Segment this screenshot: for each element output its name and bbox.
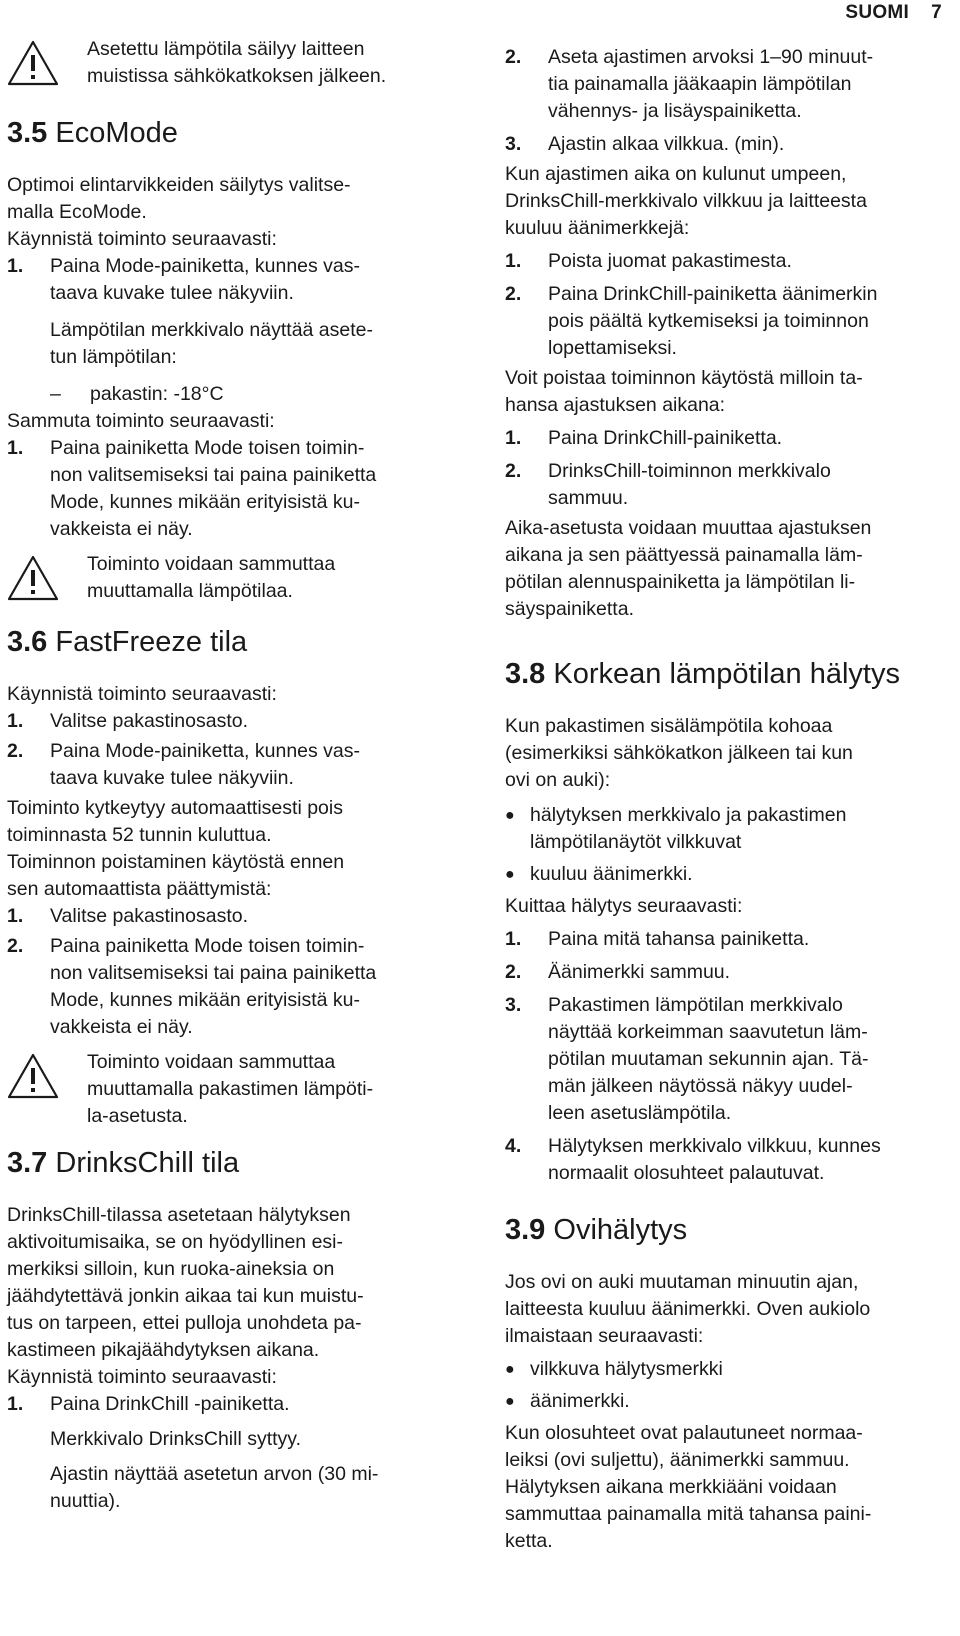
warning-icon bbox=[7, 36, 67, 90]
paragraph: Voit poistaa toiminnon käytöstä milloin ta- hansa ajastuksen aikana: bbox=[505, 367, 863, 416]
warning-note: Toiminto voidaan sammuttaa muuttamalla pakastimen lämpöti- la-asetusta. bbox=[7, 1049, 457, 1130]
bullet-item: ● hälytyksen merkkivalo ja pakastimen lämpötilanäytöt vilkkuvat bbox=[505, 804, 847, 853]
bullet-icon: ● bbox=[505, 1361, 515, 1378]
list-item: 1. Poista juomat pakastimesta. bbox=[505, 250, 792, 272]
language-label: SUOMI bbox=[845, 2, 910, 23]
paragraph: Kuittaa hälytys seuraavasti: bbox=[505, 895, 743, 917]
bullet-item: ● äänimerkki. bbox=[505, 1388, 955, 1415]
left-column bbox=[7, 36, 457, 1515]
list-item: 2. Äänimerkki sammuu. bbox=[505, 961, 731, 983]
list-item: 2. DrinksChill-toiminnon merkkivalo sammuu. bbox=[505, 460, 831, 509]
paragraph: Käynnistä toiminto seuraavasti: bbox=[7, 1366, 277, 1388]
section-heading-ecomode: 3.5 EcoMode bbox=[7, 117, 178, 149]
paragraph: Jos ovi on auki muutaman minuutin ajan, laitteesta kuuluu äänimerkki. Oven aukiolo ilmaistaan seuraavasti: bbox=[505, 1271, 871, 1347]
list-item: 2. Paina painiketta Mode toisen toimin- non valitsemiseksi tai paina painiketta Mode, kunnes mikään erityisistä ku- vakkeista ei näy. bbox=[7, 935, 377, 1038]
paragraph: Toiminto kytkeytyy automaattisesti pois toiminnasta 52 tunnin kuluttua. bbox=[7, 797, 343, 846]
section-heading-drinkschill: 3.7 DrinksChill tila bbox=[7, 1147, 240, 1179]
warning-icon bbox=[7, 551, 67, 605]
bullet-item: ● kuuluu äänimerkki. bbox=[505, 861, 955, 888]
warning-note bbox=[7, 36, 457, 90]
list-item: 2. Paina Mode-painiketta, kunnes vas- taava kuvake tulee näkyviin. bbox=[7, 740, 361, 789]
list-item: 1. Paina DrinkChill-painiketta. bbox=[505, 427, 783, 449]
paragraph: Ajastin näyttää asetetun arvon (30 mi- nuuttia). bbox=[50, 1463, 379, 1512]
paragraph: Lämpötilan merkkivalo näyttää asete- tun lämpötilan: bbox=[50, 319, 373, 368]
paragraph: Kun ajastimen aika on kulunut umpeen, DrinksChill-merkkivalo vilkkuu ja laitteesta kuuluu äänimerkkejä: bbox=[505, 163, 867, 239]
bullet-item: ● vilkkuva hälytysmerkki bbox=[505, 1356, 955, 1383]
paragraph: Käynnistä toiminto seuraavasti: bbox=[7, 228, 277, 250]
section-heading-high-temp-alarm: 3.8 Korkean lämpötilan hälytys bbox=[505, 658, 900, 690]
paragraph: Kun pakastimen sisälämpötila kohoaa (esimerkiksi sähkökatkon jälkeen tai kun ovi on auki): bbox=[505, 715, 853, 791]
paragraph: Aika-asetusta voidaan muuttaa ajastuksen aikana ja sen päättyessä painamalla läm- pötilan alennuspainiketta ja lämpötilan li- säyspainiketta. bbox=[505, 517, 872, 620]
paragraph: Toiminnon poistaminen käytöstä ennen sen automaattista päättymistä: bbox=[7, 851, 345, 900]
page-header bbox=[845, 2, 942, 24]
bullet-icon: ● bbox=[505, 807, 515, 824]
list-item: 2. Paina DrinkChill-painiketta äänimerkin pois päältä kytkemiseksi ja toiminnon lopettamiseksi. bbox=[505, 283, 878, 359]
list-item: 1. Paina painiketta Mode toisen toimin- non valitsemiseksi tai paina painiketta Mode, kunnes mikään erityisistä ku- vakkeista ei näy. bbox=[7, 437, 377, 540]
paragraph: Kun olosuhteet ovat palautuneet normaa- leiksi (ovi suljettu), äänimerkki sammuu. Hälytyksen aikana merkkiääni voidaan sammuttaa painamalla mitä tahansa paini- ketta. bbox=[505, 1422, 872, 1552]
paragraph: DrinksChill-tilassa asetetaan hälytyksen aktivoitumisaika, se on hyödyllinen esi- merkiksi silloin, kun ruoka-aineksia on jäähdytettävä jonkin aikaa tai kun muistu- tus on tarpeen, ettei pulloja unohdeta pa- kastimeen pikajäähdytyksen aikana. bbox=[7, 1204, 364, 1361]
list-item: 1. Valitse pakastinosasto. bbox=[7, 905, 248, 927]
page-number: 7 bbox=[931, 2, 942, 23]
bullet-icon: ● bbox=[505, 866, 515, 883]
warning-text-line: Asetettu lämpötila säilyy laitteen bbox=[87, 38, 365, 60]
warning-icon bbox=[7, 1049, 67, 1103]
section-heading-door-alarm: 3.9 Ovihälytys bbox=[505, 1214, 688, 1246]
list-item: 1. Valitse pakastinosasto. bbox=[7, 710, 248, 732]
paragraph: Merkkivalo DrinksChill syttyy. bbox=[50, 1428, 302, 1450]
list-item: 3. Pakastimen lämpötilan merkkivalo näyttää korkeimman saavutetun läm- pötilan muutaman sekunnin ajan. Tä- män jälkeen näytössä näkyy uudel- leen asetuslämpötila. bbox=[505, 994, 869, 1124]
warning-text-line: muistissa sähkökatkoksen jälkeen. bbox=[87, 65, 387, 87]
list-item: 4. Hälytyksen merkkivalo vilkkuu, kunnes normaalit olosuhteet palautuvat. bbox=[505, 1135, 881, 1184]
bullet-icon: ● bbox=[505, 1393, 515, 1410]
list-item: 1. Paina DrinkChill -painiketta. bbox=[7, 1393, 290, 1415]
list-item: 1. Paina Mode-painiketta, kunnes vas- taava kuvake tulee näkyviin. bbox=[7, 255, 361, 304]
list-item: 1. Paina mitä tahansa painiketta. bbox=[505, 928, 810, 950]
dash-list-item: – pakastin: -18°C bbox=[50, 383, 224, 405]
paragraph: Käynnistä toiminto seuraavasti: bbox=[7, 683, 277, 705]
paragraph: Sammuta toiminto seuraavasti: bbox=[7, 410, 275, 432]
right-column bbox=[505, 44, 955, 1555]
section-heading-fastfreeze: 3.6 FastFreeze tila bbox=[7, 626, 248, 658]
list-item: 3. Ajastin alkaa vilkkua. (min). bbox=[505, 133, 785, 155]
warning-note: Toiminto voidaan sammuttaa muuttamalla lämpötilaa. bbox=[7, 551, 457, 605]
paragraph: Optimoi elintarvikkeiden säilytys valitse- malla EcoMode. bbox=[7, 174, 351, 223]
list-item: 2. Aseta ajastimen arvoksi 1–90 minuut- tia painamalla jääkaapin lämpötilan vähennys- ja lisäyspainiketta. bbox=[505, 46, 874, 122]
